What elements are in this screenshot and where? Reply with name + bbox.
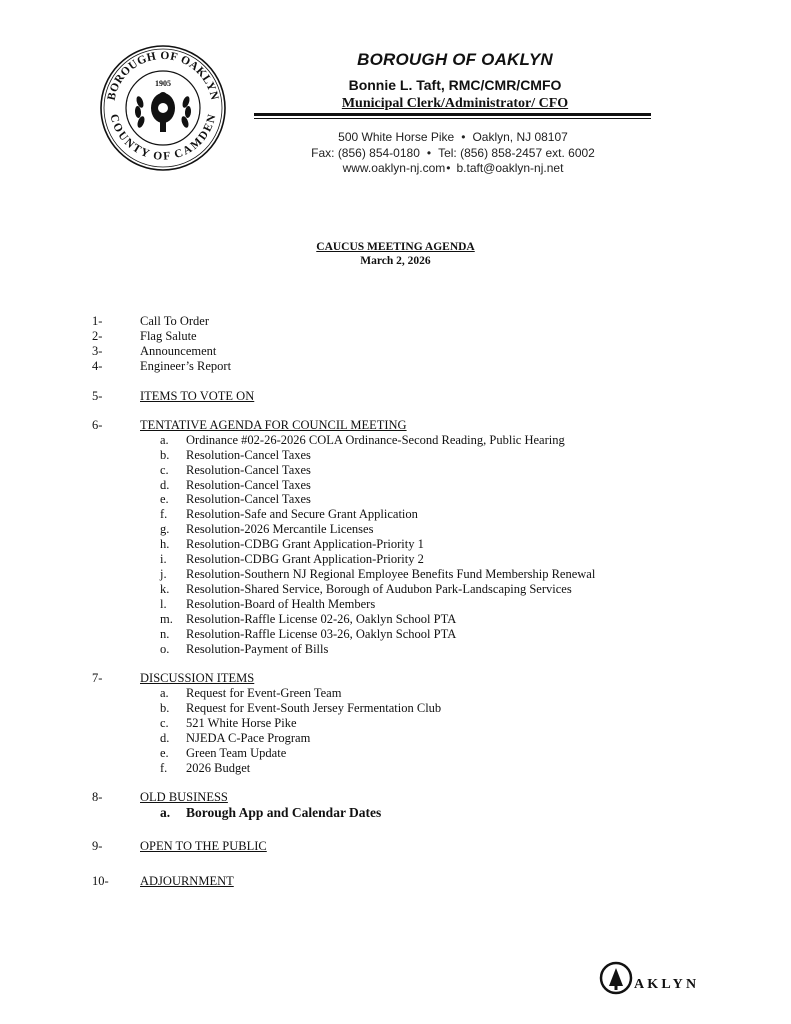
sub-item-letter: c. bbox=[160, 716, 169, 730]
sub-item-letter: d. bbox=[160, 731, 170, 745]
item-number: 2- bbox=[92, 329, 103, 343]
item-text: Announcement bbox=[140, 344, 217, 358]
item-text: ITEMS TO VOTE ON bbox=[140, 389, 255, 403]
bullet-separator: • bbox=[446, 161, 451, 175]
sub-item-letter: f. bbox=[160, 761, 168, 775]
sub-item-letter: b. bbox=[160, 448, 170, 462]
item-number: 4- bbox=[92, 359, 103, 373]
sub-item-letter: h. bbox=[160, 537, 170, 551]
sub-item-letter: b. bbox=[160, 701, 170, 715]
sub-item-text: NJEDA C-Pace Program bbox=[186, 731, 311, 745]
seal-ring-top-text: BOROUGH OF OAKLYN bbox=[105, 49, 221, 102]
sub-item-text: Request for Event-South Jersey Fermentation Club bbox=[186, 701, 442, 715]
sub-item-letter: l. bbox=[160, 597, 167, 611]
address: 500 White Horse Pike bbox=[338, 130, 455, 144]
item-number: 6- bbox=[92, 418, 103, 432]
contact-line-phone bbox=[240, 146, 666, 162]
sub-item-letter: j. bbox=[160, 567, 167, 581]
header-divider bbox=[254, 113, 651, 119]
header-rule-thin bbox=[254, 118, 651, 119]
sub-item-text: Green Team Update bbox=[186, 746, 287, 760]
sub-item-text: Resolution-Southern NJ Regional Employee Benefits Fund Membership Renewal bbox=[186, 567, 596, 581]
sub-item-text: Resolution-Safe and Secure Grant Application bbox=[186, 507, 418, 521]
agenda-heading bbox=[0, 240, 791, 268]
sub-item-text: Ordinance #02-26-2026 COLA Ordinance-Second Reading, Public Hearing bbox=[186, 433, 565, 447]
sub-item-text: Resolution-CDBG Grant Application-Priority 2 bbox=[186, 552, 424, 566]
sub-item-text: Resolution-2026 Mercantile Licenses bbox=[186, 522, 374, 536]
sub-item-text: Resolution-Shared Service, Borough of Audubon Park-Landscaping Services bbox=[186, 582, 572, 596]
bullet-separator: • bbox=[461, 130, 466, 144]
item-text: DISCUSSION ITEMS bbox=[140, 671, 255, 685]
seal-ring-bottom-text: COUNTY OF CAMDEN bbox=[107, 112, 219, 163]
sub-item-text: Resolution-Cancel Taxes bbox=[186, 492, 311, 506]
sub-item-letter: f. bbox=[160, 507, 168, 521]
sub-item-letter: i. bbox=[160, 552, 167, 566]
sub-item-text: Resolution-Cancel Taxes bbox=[186, 463, 311, 477]
oaklyn-footer-logo-text: AKLYN bbox=[634, 977, 700, 992]
telephone: Tel: (856) 858-2457 ext. 6002 bbox=[438, 145, 595, 160]
item-text: OLD BUSINESS bbox=[140, 790, 228, 804]
contact-block bbox=[240, 130, 666, 177]
sub-item-letter: d. bbox=[160, 478, 170, 492]
borough-name: BOROUGH OF OAKLYN bbox=[357, 50, 553, 69]
item-number: 8- bbox=[92, 790, 103, 804]
contact-line-web bbox=[240, 161, 666, 177]
sub-item-text: Resolution-Cancel Taxes bbox=[186, 448, 311, 462]
agenda-title: CAUCUS MEETING AGENDA bbox=[316, 241, 475, 253]
sub-item-letter: k. bbox=[160, 582, 170, 596]
contact-line-address bbox=[240, 130, 666, 146]
item-number: 1- bbox=[92, 314, 103, 328]
sub-item-text: Resolution-Board of Health Members bbox=[186, 597, 376, 611]
sub-item-letter: e. bbox=[160, 746, 169, 760]
item-number: 7- bbox=[92, 671, 103, 685]
item-text: OPEN TO THE PUBLIC bbox=[140, 839, 267, 853]
header-rule-thick bbox=[254, 113, 651, 116]
item-text: Engineer’s Report bbox=[140, 359, 232, 373]
seal-year: 1905 bbox=[155, 79, 171, 88]
sub-item-letter: o. bbox=[160, 642, 170, 656]
item-number: 5- bbox=[92, 389, 103, 403]
sub-item-text: 2026 Budget bbox=[186, 761, 251, 775]
sub-item-text: Resolution-CDBG Grant Application-Priority 1 bbox=[186, 537, 424, 551]
sub-item-letter: g. bbox=[160, 522, 170, 536]
sub-item-letter: m. bbox=[160, 612, 173, 626]
sub-item-letter: c. bbox=[160, 463, 169, 477]
sub-item-text: Borough App and Calendar Dates bbox=[186, 805, 382, 820]
item-number: 3- bbox=[92, 344, 103, 358]
item-text: Call To Order bbox=[140, 314, 210, 328]
item-number: 10- bbox=[92, 874, 109, 888]
fax: Fax: (856) 854-0180 bbox=[311, 145, 420, 160]
sub-item-text: Resolution-Cancel Taxes bbox=[186, 478, 311, 492]
sub-item-letter: n. bbox=[160, 627, 170, 641]
website-link[interactable]: www.oaklyn-nj.com bbox=[342, 161, 446, 175]
sub-item-letter: a. bbox=[160, 686, 169, 700]
item-text: TENTATIVE AGENDA FOR COUNCIL MEETING bbox=[140, 418, 407, 432]
sub-item-text: Request for Event-Green Team bbox=[186, 686, 342, 700]
email-link[interactable]: b.taft@oaklyn-nj.net bbox=[456, 161, 564, 175]
sub-item-letter: a. bbox=[160, 433, 169, 447]
item-text: ADJOURNMENT bbox=[140, 874, 234, 888]
sub-item-text: Resolution-Raffle License 03-26, Oaklyn School PTA bbox=[186, 627, 457, 641]
sub-item-text: Resolution-Raffle License 02-26, Oaklyn School PTA bbox=[186, 612, 457, 626]
sub-item-text: 521 White Horse Pike bbox=[186, 716, 297, 730]
city: Oaklyn, NJ 08107 bbox=[472, 130, 568, 144]
letterhead bbox=[245, 50, 665, 113]
sub-item-letter: e. bbox=[160, 492, 169, 506]
item-number: 9- bbox=[92, 839, 103, 853]
sub-item-letter: a. bbox=[160, 805, 171, 820]
bullet-separator: • bbox=[426, 145, 432, 160]
sub-item-text: Resolution-Payment of Bills bbox=[186, 642, 329, 656]
clerk-name: Bonnie L. Taft, RMC/CMR/CMFO bbox=[348, 77, 562, 93]
borough-seal-logo bbox=[88, 44, 238, 172]
clerk-title: Municipal Clerk/Administrator/ CFO bbox=[341, 96, 569, 111]
item-text: Flag Salute bbox=[140, 329, 197, 343]
agenda-date: March 2, 2026 bbox=[360, 255, 431, 267]
